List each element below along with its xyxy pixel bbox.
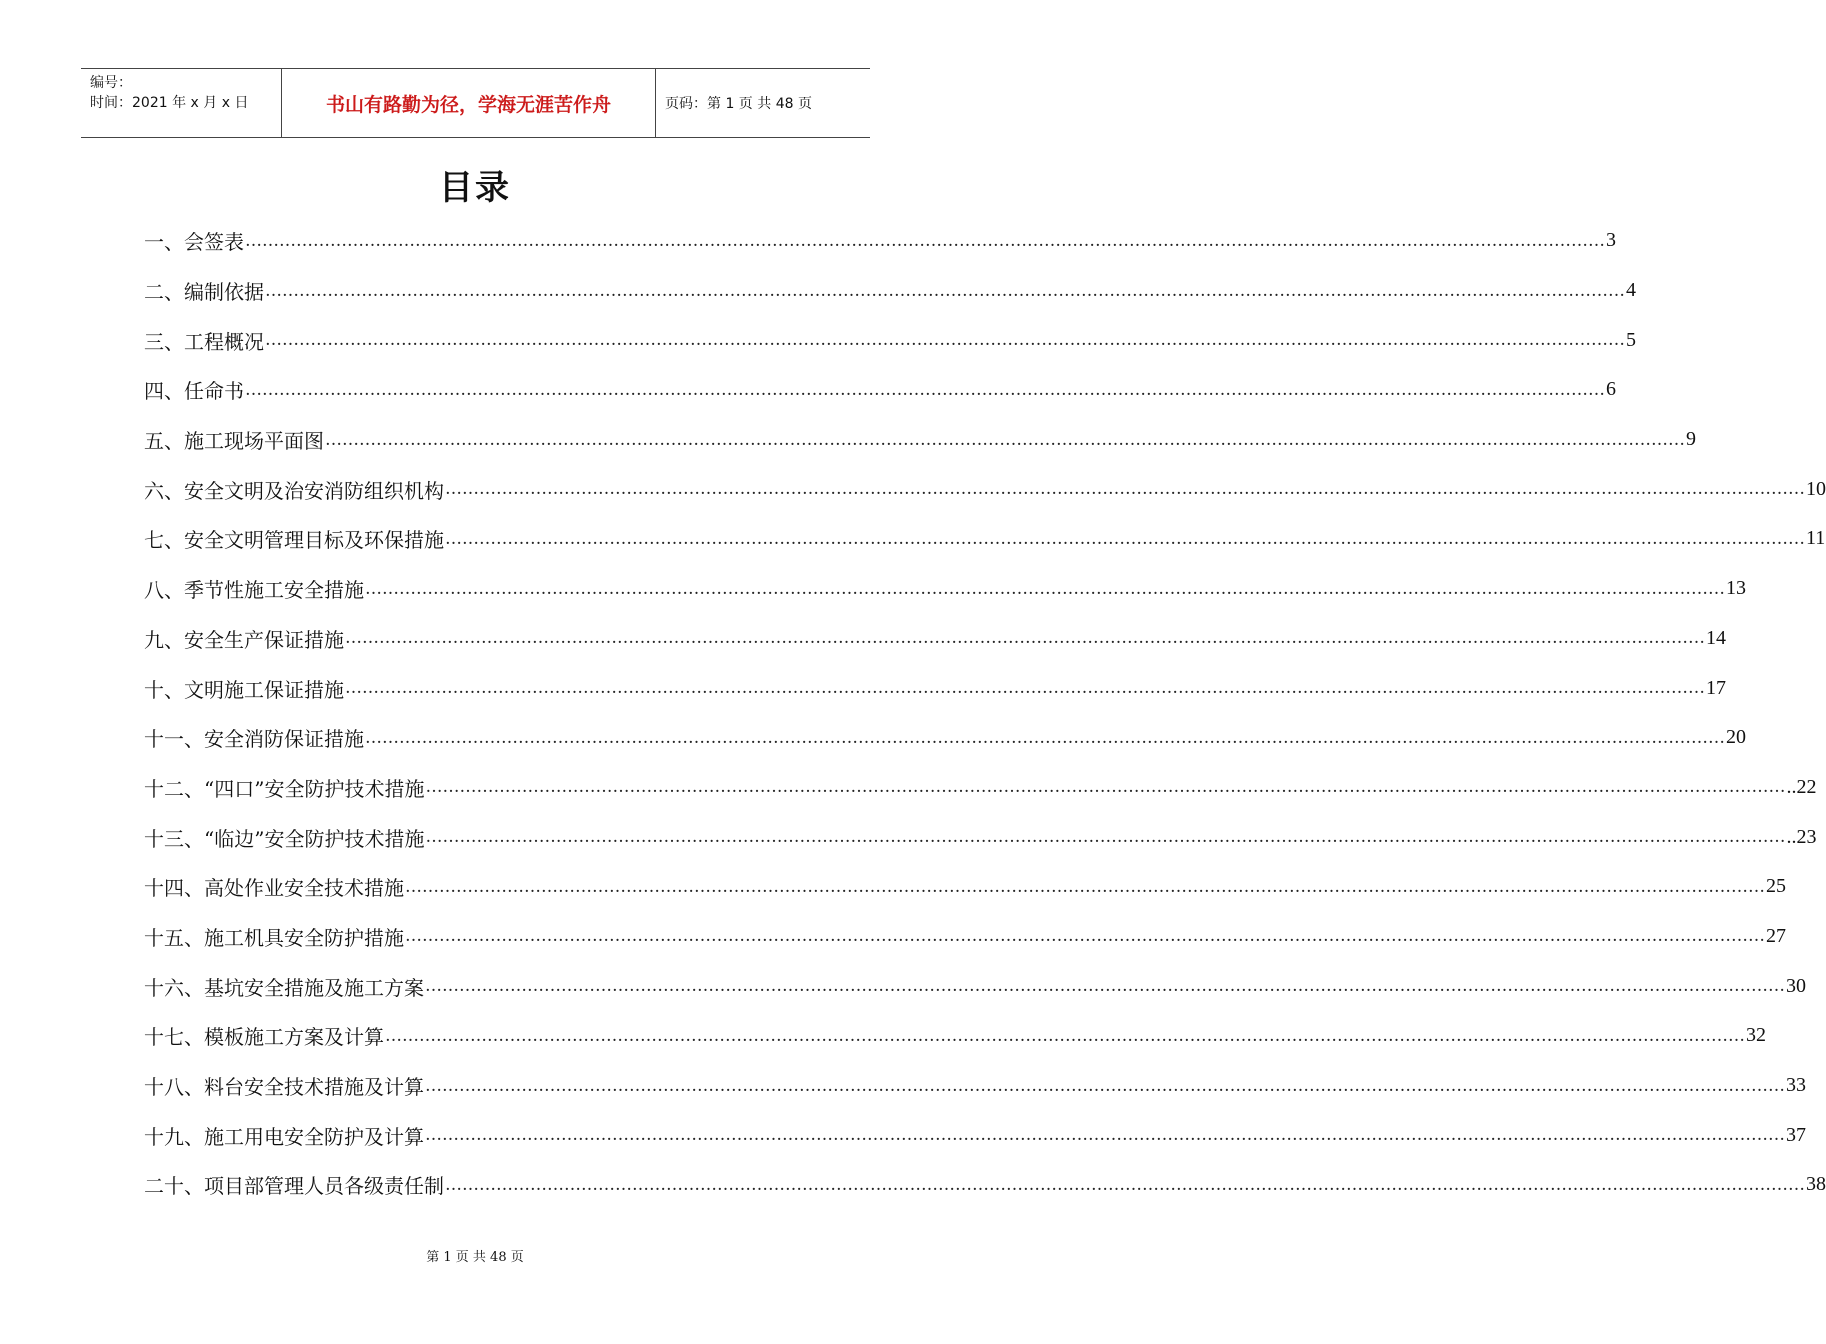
toc-entry-label: 九、安全生产保证措施 [144,627,344,652]
toc-entry-page: 17 [1706,676,1726,699]
toc-leader-dots: …………………………………………………………………………………………………………………………………………………………………………………………………………………… [385,1025,1745,1046]
toc-entry[interactable] [144,862,1786,912]
toc-entry-page: 14 [1706,626,1726,649]
toc-entry[interactable] [144,961,1806,1011]
toc-leader-dots: …………………………………………………………………………………………………………………………………………………………………………………………………………………… [425,1125,1785,1146]
toc-entry[interactable] [144,315,1636,365]
toc-entry-page: 3 [1606,229,1616,252]
toc-leader-dots: …………………………………………………………………………………………………………………………………………………………………………………………………………………… [245,230,1605,251]
toc-entry[interactable] [144,365,1616,415]
toc-entry-page: 5 [1626,328,1636,351]
toc-entry-label: 十、文明施工保证措施 [144,677,344,702]
toc-leader-dots: …………………………………………………………………………………………………………………………………………………………………………………………………………………… [245,379,1605,400]
toc-leader-dots: …………………………………………………………………………………………………………………………………………………………………………………………………………………… [425,1075,1785,1096]
toc-leader-dots: …………………………………………………………………………………………………………………………………………………………………………………………………………………… [445,528,1805,549]
toc-entry-label: 十二、“四口”安全防护技术措施 [144,776,425,801]
toc-entry-label: 十一、安全消防保证措施 [144,727,364,752]
toc-leader-dots: …………………………………………………………………………………………………………………………………………………………………………………………………………………… [445,1174,1805,1195]
toc-leader-dots: …………………………………………………………………………………………………………………………………………………………………………………………………………………… [345,678,1705,699]
page-title: 目录 [439,168,511,208]
toc-entry-page: 32 [1746,1024,1766,1047]
toc-entry-label: 十三、“临边”安全防护技术措施 [144,826,425,851]
toc-entry-page: 27 [1766,924,1786,947]
page-footer: 第 1 页 共 48 页 [426,1250,524,1265]
toc-entry[interactable] [144,812,1817,862]
toc-entry[interactable] [144,514,1826,564]
toc-entry[interactable] [144,1061,1806,1111]
toc-leader-dots: …………………………………………………………………………………………………………………………………………………………………………………………………………………… [425,976,1785,997]
toc-entry-label: 十六、基坑安全措施及施工方案 [144,975,424,1000]
toc-entry-page: 13 [1726,577,1746,600]
toc-leader-dots: …………………………………………………………………………………………………………………………………………………………………………………………………………………… [425,827,1786,848]
toc-entry[interactable] [144,663,1726,713]
page-header [81,68,870,138]
toc-entry-label: 十八、料台安全技术措施及计算 [144,1075,424,1100]
toc-entry-label: 二、编制依据 [144,280,264,305]
toc-entry-page: 20 [1726,726,1746,749]
toc-entry-page: 10 [1806,477,1826,500]
toc-leader-dots: …………………………………………………………………………………………………………………………………………………………………………………………………………………… [265,330,1625,351]
toc-entry[interactable] [144,713,1746,763]
toc-entry[interactable] [144,266,1636,316]
toc-entry[interactable] [144,216,1616,266]
toc-entry-page: 37 [1786,1123,1806,1146]
time-label: 时间：2021 年 x 月 x 日 [90,95,249,111]
toc-entry-label: 七、安全文明管理目标及环保措施 [144,528,444,553]
toc-entry[interactable] [144,564,1746,614]
toc-entry[interactable] [144,464,1826,514]
toc-entry-page: 25 [1766,875,1786,898]
toc-entry[interactable] [144,912,1786,962]
number-label: 编号： [90,75,132,91]
toc-entry-label: 十四、高处作业安全技术措施 [144,876,404,901]
header-page-info: 页码：第 1 页 共 48 页 [665,96,812,112]
table-of-contents [144,216,1826,1210]
toc-entry-label: 三、工程概况 [144,329,264,354]
header-meta [81,69,281,137]
toc-entry[interactable] [144,1110,1806,1160]
toc-entry[interactable] [144,614,1726,664]
toc-entry-label: 十九、施工用电安全防护及计算 [144,1124,424,1149]
toc-entry-label: 八、季节性施工安全措施 [144,578,364,603]
toc-leader-dots: …………………………………………………………………………………………………………………………………………………………………………………………………………………… [365,727,1725,748]
toc-entry-page: 38 [1806,1173,1826,1196]
toc-entry-page: 33 [1786,1074,1806,1097]
toc-entry-label: 二十、项目部管理人员各级责任制 [144,1174,444,1199]
toc-entry-label: 一、会签表 [144,230,244,255]
toc-entry[interactable] [144,1011,1766,1061]
toc-entry-page: 9 [1686,428,1696,451]
toc-entry-page: ..22 [1786,775,1817,798]
toc-leader-dots: …………………………………………………………………………………………………………………………………………………………………………………………………………………… [365,578,1725,599]
toc-entry-page: ..23 [1786,825,1817,848]
toc-leader-dots: …………………………………………………………………………………………………………………………………………………………………………………………………………………… [425,777,1786,798]
toc-entry-page: 6 [1606,378,1616,401]
toc-entry-label: 四、任命书 [144,379,244,404]
toc-entry-label: 六、安全文明及治安消防组织机构 [144,478,444,503]
toc-leader-dots: …………………………………………………………………………………………………………………………………………………………………………………………………………………… [345,628,1705,649]
header-motto: 书山有路勤为径，学海无涯苦作舟 [281,69,656,137]
toc-leader-dots: …………………………………………………………………………………………………………………………………………………………………………………………………………………… [405,926,1765,947]
toc-leader-dots: …………………………………………………………………………………………………………………………………………………………………………………………………………………… [325,429,1685,450]
toc-entry-page: 11 [1806,527,1826,550]
toc-entry-label: 十五、施工机具安全防护措施 [144,925,404,950]
toc-entry[interactable] [144,763,1817,813]
toc-entry[interactable] [144,415,1696,465]
toc-entry[interactable] [144,1160,1826,1210]
toc-leader-dots: …………………………………………………………………………………………………………………………………………………………………………………………………………………… [265,280,1625,301]
toc-leader-dots: …………………………………………………………………………………………………………………………………………………………………………………………………………………… [445,479,1805,500]
toc-entry-label: 五、施工现场平面图 [144,429,324,454]
toc-entry-page: 4 [1626,279,1636,302]
toc-entry-page: 30 [1786,974,1806,997]
toc-entry-label: 十七、模板施工方案及计算 [144,1025,384,1050]
toc-leader-dots: …………………………………………………………………………………………………………………………………………………………………………………………………………………… [405,876,1765,897]
